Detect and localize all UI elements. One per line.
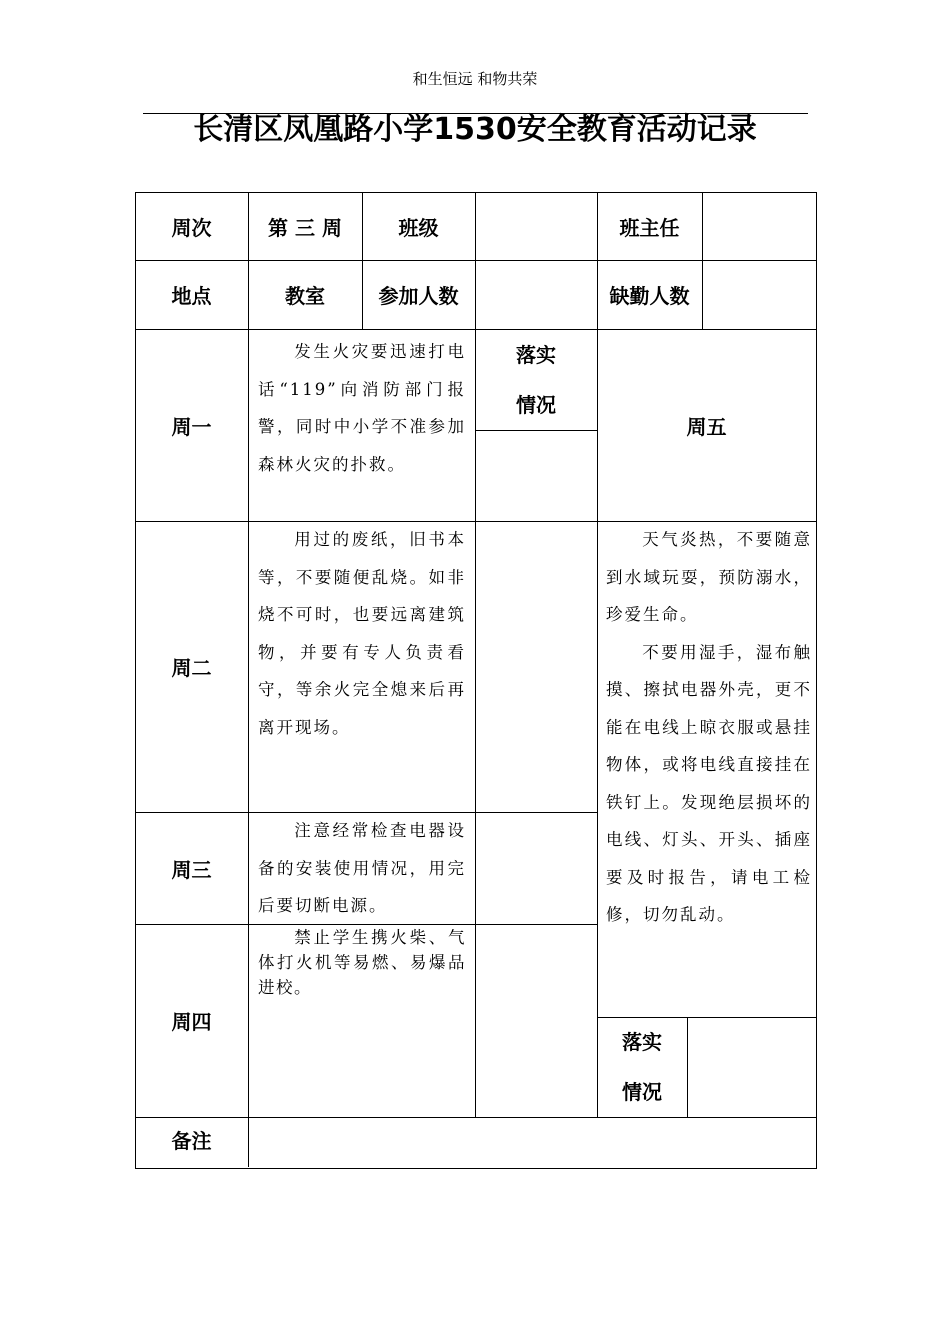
- thursday-label: 周四: [171, 1010, 212, 1034]
- col-line: [687, 1017, 688, 1117]
- absence-label: 缺勤人数: [609, 284, 690, 308]
- col-line: [248, 192, 249, 1167]
- friday-paragraph-1: 天气炎热，不要随意到水域玩耍，预防溺水，珍爱生命。: [606, 530, 812, 624]
- class-value: [475, 192, 597, 260]
- location-label: 地点: [171, 284, 212, 308]
- monday-content: 发生火灾要迅速打电话“119”向消防部门报警，同时中小学不准参加森林火灾的扑救。: [258, 342, 466, 474]
- attendance-label: 参加人数: [378, 284, 459, 308]
- teacher-label: 班主任: [619, 215, 680, 240]
- friday-content: [606, 521, 812, 934]
- friday-paragraph-2: 不要用湿手，湿布触摸、擦拭电器外壳，更不能在电线上晾衣服或悬挂物体，或将电线直接挂在铁钉上。发现绝层损坏的电线、灯头、开头、插座要及时报告，请电工检修，切勿乱动。: [606, 642, 812, 924]
- wednesday-content: 注意经常检查电器设备的安装使用情况，用完后要切断电源。: [258, 821, 466, 915]
- wednesday-label: 周三: [171, 857, 212, 882]
- implementation-label-1: 落实 情况: [516, 342, 556, 417]
- attendance-value: [475, 260, 597, 329]
- row-line: [475, 430, 597, 431]
- week-value: 第 三 周: [268, 215, 342, 240]
- monday-label: 周一: [171, 414, 212, 439]
- notes-label: 备注: [171, 1129, 212, 1153]
- page-title: 长清区凤凰路小学1530安全教育活动记录: [193, 112, 757, 147]
- class-label: 班级: [398, 215, 439, 240]
- location-value: 教室: [285, 284, 325, 308]
- tuesday-content: 用过的废纸，旧书本等，不要随便乱烧。如非烧不可时，也要远离建筑物，并要有专人负责看守，等余火完全熄来后再离开现场。: [258, 530, 466, 737]
- header-motto: 和生恒远 和物共荣: [412, 70, 538, 88]
- notes-value: [248, 1117, 816, 1167]
- thursday-content: 禁止学生携火柴、气体打火机等易燃、易爆品进校。: [258, 928, 466, 997]
- implementation-label-2: 落实 情况: [622, 1030, 662, 1104]
- friday-label: 周五: [686, 414, 727, 439]
- tuesday-label: 周二: [171, 656, 212, 680]
- absence-value: [702, 260, 816, 329]
- week-label: 周次: [171, 215, 212, 240]
- teacher-value: [702, 192, 816, 260]
